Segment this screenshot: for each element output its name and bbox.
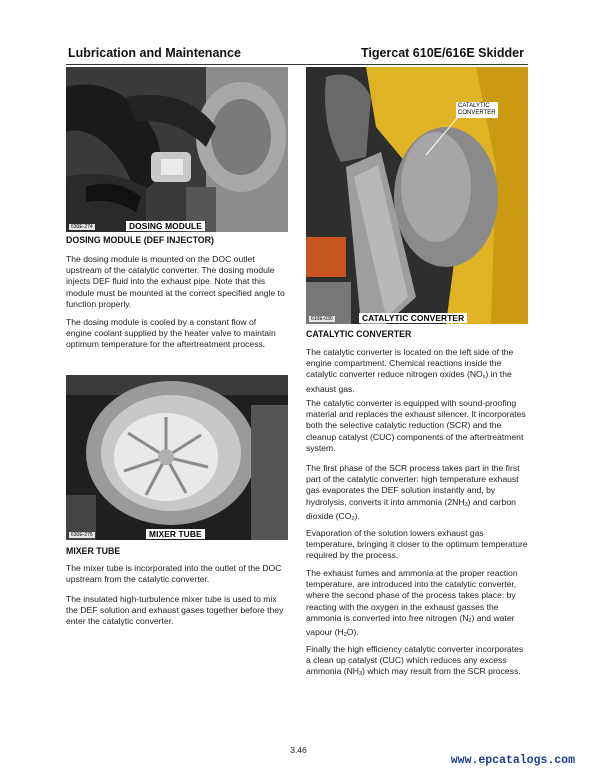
catalytic-paragraph-6 <box>306 644 528 681</box>
catalytic-p1-text-b: ) in the exhaust gas. <box>306 369 512 394</box>
page-number: 3.46 <box>290 745 307 755</box>
dosing-paragraph-2: The dosing module is cooled by a constant flow of engine coolant supplied by the heater valve to maintain optimum temperature for the aftertreatment process. <box>66 317 276 350</box>
catalytic-p3-sub2: 2 <box>351 515 355 522</box>
catalytic-photo-label: CATALYTIC CONVERTER <box>359 313 467 323</box>
catalytic-p1-sub: x <box>482 374 486 381</box>
watermark-url-link[interactable]: www.epcatalogs.com <box>450 754 575 767</box>
catalytic-p3-text-a: The first phase of the SCR process takes part in the first part of the catalytic converter: high temperature exhaust gas evaporates the DEF solution instantly and, by hydrolysis, converts it into ammonia (2NH <box>306 463 520 507</box>
header-right-title: Tigercat 610E/616E Skidder <box>360 46 524 60</box>
catalytic-paragraph-3 <box>306 463 528 525</box>
header-left-title: Lubrication and Maintenance <box>68 46 241 60</box>
mixer-tube-photo <box>66 375 288 540</box>
catalytic-callout-line2: CONVERTER <box>458 110 496 116</box>
catalytic-section-title: CATALYTIC CONVERTER <box>306 329 412 339</box>
mixer-photo-label: MIXER TUBE <box>146 529 205 539</box>
catalytic-p5-sub1: 2 <box>468 617 472 624</box>
dosing-photo-label: DOSING MODULE <box>126 221 205 231</box>
catalytic-p6-text-a: Finally the high efficiency catalytic converter incorporates a clean up catalyst (CUC) which reduces any excess ammonia (NH <box>306 644 524 677</box>
catalytic-p1-text-a: The catalytic converter is located on the left side of the engine compartment. Chemical reactions inside the catalytic converter reduce nitrogen oxides (NO <box>306 347 514 380</box>
catalytic-p3-text-c: ). <box>354 510 360 521</box>
mixer-paragraph-2: The insulated high-turbulence mixer tube is used to mix the DEF solution and exhaust gases together before they enter the catalytic converter. <box>66 594 284 627</box>
dosing-section-title: DOSING MODULE (DEF INJECTOR) <box>66 235 214 245</box>
dosing-module-photo <box>66 67 288 232</box>
catalytic-callout <box>456 102 498 118</box>
catalytic-p6-sub: 3 <box>359 671 363 678</box>
dosing-module-image <box>66 67 288 232</box>
catalytic-p3-text-b: ) and carbon dioxide (CO <box>306 496 516 521</box>
catalytic-paragraph-5 <box>306 568 528 641</box>
catalytic-p5-text-c: O). <box>346 627 359 638</box>
dosing-photo-code: 630E-274 <box>71 224 93 230</box>
dosing-paragraph-1: The dosing module is mounted on the DOC outlet upstream of the catalytic converter. The dosing module injects DEF fluid into the exhaust pipe. Note that this module must be mounted at the correct specified angle to function properly. <box>66 254 285 309</box>
catalytic-converter-photo <box>306 67 528 324</box>
catalytic-callout-line1: CATALYTIC <box>458 103 490 109</box>
catalytic-p5-text-a: The exhaust fumes and ammonia at the proper reaction temperature, are introduced into the catalytic converter, where the second phase of the process takes place: by reacting with the oxygen in the exhaust gasses the ammonia is converted into free nitrogen (N <box>306 568 518 623</box>
mixer-tube-image <box>66 375 288 540</box>
catalytic-p6-text-b: ) which may result from the SCR process. <box>362 666 521 677</box>
catalytic-paragraph-1 <box>306 347 528 395</box>
mixer-section-title: MIXER TUBE <box>66 546 121 556</box>
catalytic-p5-sub2: 2 <box>343 632 347 639</box>
mixer-paragraph-1: The mixer tube is incorporated into the outlet of the DOC upstream from the catalytic converter. <box>66 563 282 585</box>
catalytic-p3-sub1: 3 <box>464 501 468 508</box>
catalytic-paragraph-2: The catalytic converter is equipped with sound-proofing material and replaces the exhaust silencer. It incorporates both the selective catalytic reduction (SCR) and the cleanup catalyst (CUC) components of the aftertreatment system. <box>306 398 526 453</box>
catalytic-paragraph-4: Evaporation of the solution lowers exhaust gas temperature, bringing it closer to the optimum temperature required by the process. <box>306 528 528 561</box>
catalytic-photo-code: 610E-030 <box>311 316 333 322</box>
mixer-photo-code: 630E-276 <box>71 532 93 538</box>
header-rule <box>66 64 528 65</box>
catalytic-p5-text-b: ) and water vapour (H <box>306 612 515 638</box>
